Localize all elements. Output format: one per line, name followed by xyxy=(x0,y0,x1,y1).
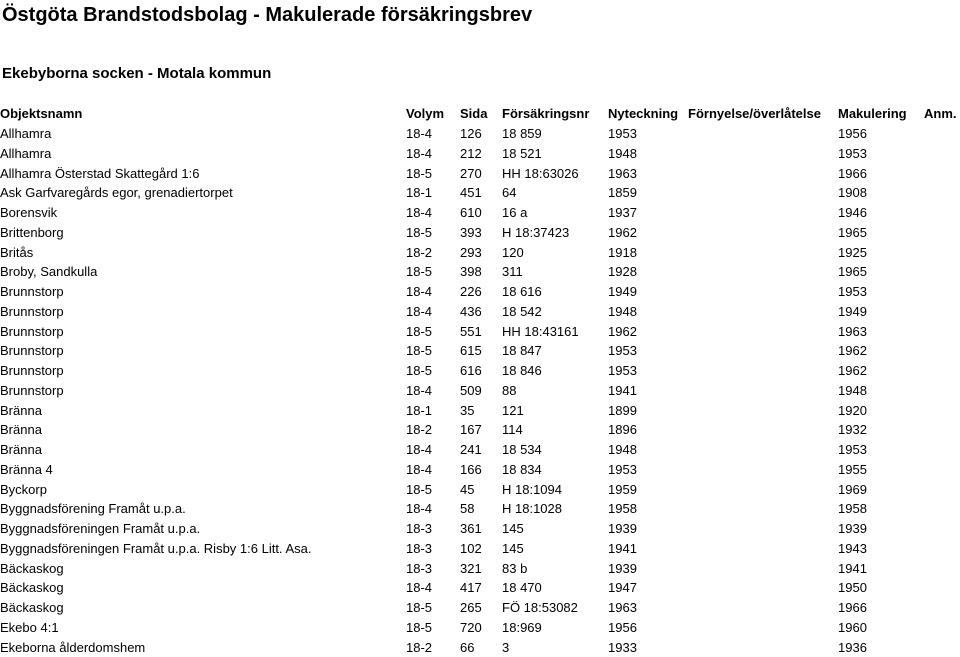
table-row xyxy=(0,578,960,598)
cell-sida: 393 xyxy=(460,223,502,243)
column-header-sida: Sida xyxy=(460,104,502,124)
cell-sida: 212 xyxy=(460,144,502,164)
cell-objektsnamn: Bränna xyxy=(0,440,406,460)
cell-forsakringsnr: 18 521 xyxy=(502,144,608,164)
records-table xyxy=(0,104,960,657)
cell-anm xyxy=(924,243,960,263)
cell-fornyelse xyxy=(688,519,838,539)
cell-fornyelse xyxy=(688,164,838,184)
cell-nyteckning: 1939 xyxy=(608,519,688,539)
cell-makulering: 1941 xyxy=(838,559,924,579)
cell-volym: 18-4 xyxy=(406,203,460,223)
cell-makulering: 1939 xyxy=(838,519,924,539)
cell-forsakringsnr: H 18:1028 xyxy=(502,499,608,519)
cell-forsakringsnr: 3 xyxy=(502,638,608,657)
cell-nyteckning: 1959 xyxy=(608,480,688,500)
cell-sida: 58 xyxy=(460,499,502,519)
cell-sida: 361 xyxy=(460,519,502,539)
records-body xyxy=(0,124,960,657)
cell-anm xyxy=(924,519,960,539)
cell-sida: 126 xyxy=(460,124,502,144)
cell-fornyelse xyxy=(688,302,838,322)
cell-fornyelse xyxy=(688,638,838,657)
cell-fornyelse xyxy=(688,183,838,203)
cell-objektsnamn: Brunnstorp xyxy=(0,302,406,322)
table-row xyxy=(0,440,960,460)
table-row xyxy=(0,282,960,302)
cell-objektsnamn: Brunnstorp xyxy=(0,341,406,361)
cell-anm xyxy=(924,539,960,559)
table-row xyxy=(0,559,960,579)
cell-forsakringsnr: 311 xyxy=(502,262,608,282)
cell-makulering: 1962 xyxy=(838,361,924,381)
cell-objektsnamn: Brunnstorp xyxy=(0,322,406,342)
cell-nyteckning: 1963 xyxy=(608,164,688,184)
cell-volym: 18-4 xyxy=(406,440,460,460)
cell-objektsnamn: Byckorp xyxy=(0,480,406,500)
cell-anm xyxy=(924,262,960,282)
cell-objektsnamn: Ekebo 4:1 xyxy=(0,618,406,638)
table-row xyxy=(0,183,960,203)
cell-fornyelse xyxy=(688,124,838,144)
cell-objektsnamn: Bränna 4 xyxy=(0,460,406,480)
column-header-nyteckning: Nyteckning xyxy=(608,104,688,124)
cell-nyteckning: 1918 xyxy=(608,243,688,263)
cell-anm xyxy=(924,480,960,500)
cell-nyteckning: 1941 xyxy=(608,539,688,559)
cell-fornyelse xyxy=(688,341,838,361)
cell-objektsnamn: Allhamra xyxy=(0,144,406,164)
cell-anm xyxy=(924,381,960,401)
cell-forsakringsnr: 18 859 xyxy=(502,124,608,144)
cell-fornyelse xyxy=(688,361,838,381)
cell-fornyelse xyxy=(688,401,838,421)
cell-nyteckning: 1937 xyxy=(608,203,688,223)
cell-anm xyxy=(924,638,960,657)
cell-forsakringsnr: 18 846 xyxy=(502,361,608,381)
cell-anm xyxy=(924,618,960,638)
cell-objektsnamn: Borensvik xyxy=(0,203,406,223)
cell-volym: 18-4 xyxy=(406,282,460,302)
cell-nyteckning: 1948 xyxy=(608,302,688,322)
cell-sida: 321 xyxy=(460,559,502,579)
cell-objektsnamn: Byggnadsföreningen Framåt u.p.a. xyxy=(0,519,406,539)
cell-sida: 509 xyxy=(460,381,502,401)
cell-objektsnamn: Bränna xyxy=(0,401,406,421)
cell-fornyelse xyxy=(688,381,838,401)
cell-sida: 166 xyxy=(460,460,502,480)
table-row xyxy=(0,341,960,361)
cell-sida: 167 xyxy=(460,420,502,440)
cell-objektsnamn: Bränna xyxy=(0,420,406,440)
cell-fornyelse xyxy=(688,440,838,460)
cell-sida: 615 xyxy=(460,341,502,361)
cell-anm xyxy=(924,440,960,460)
cell-forsakringsnr: H 18:1094 xyxy=(502,480,608,500)
cell-anm xyxy=(924,559,960,579)
cell-makulering: 1966 xyxy=(838,164,924,184)
cell-volym: 18-4 xyxy=(406,499,460,519)
cell-volym: 18-3 xyxy=(406,539,460,559)
table-row xyxy=(0,460,960,480)
cell-sida: 417 xyxy=(460,578,502,598)
cell-makulering: 1953 xyxy=(838,440,924,460)
cell-makulering: 1963 xyxy=(838,322,924,342)
table-row xyxy=(0,302,960,322)
cell-forsakringsnr: 114 xyxy=(502,420,608,440)
cell-anm xyxy=(924,598,960,618)
cell-volym: 18-5 xyxy=(406,361,460,381)
cell-volym: 18-3 xyxy=(406,519,460,539)
table-row xyxy=(0,243,960,263)
cell-volym: 18-4 xyxy=(406,144,460,164)
cell-sida: 551 xyxy=(460,322,502,342)
table-row xyxy=(0,638,960,657)
cell-sida: 102 xyxy=(460,539,502,559)
cell-makulering: 1962 xyxy=(838,341,924,361)
cell-nyteckning: 1859 xyxy=(608,183,688,203)
cell-volym: 18-4 xyxy=(406,460,460,480)
page-subtitle: Ekebyborna socken - Motala kommun xyxy=(2,64,271,84)
cell-volym: 18-3 xyxy=(406,559,460,579)
cell-fornyelse xyxy=(688,223,838,243)
cell-volym: 18-5 xyxy=(406,322,460,342)
cell-volym: 18-2 xyxy=(406,243,460,263)
cell-volym: 18-4 xyxy=(406,578,460,598)
cell-objektsnamn: Broby, Sandkulla xyxy=(0,262,406,282)
cell-makulering: 1953 xyxy=(838,144,924,164)
cell-nyteckning: 1899 xyxy=(608,401,688,421)
cell-objektsnamn: Ask Garfvaregårds egor, grenadiertorpet xyxy=(0,183,406,203)
cell-makulering: 1949 xyxy=(838,302,924,322)
table-row xyxy=(0,420,960,440)
cell-volym: 18-5 xyxy=(406,480,460,500)
cell-objektsnamn: Bäckaskog xyxy=(0,598,406,618)
cell-objektsnamn: Brunnstorp xyxy=(0,381,406,401)
cell-sida: 270 xyxy=(460,164,502,184)
cell-makulering: 1955 xyxy=(838,460,924,480)
column-header-forsakringsnr: Försäkringsnr xyxy=(502,104,608,124)
cell-volym: 18-4 xyxy=(406,124,460,144)
cell-fornyelse xyxy=(688,322,838,342)
column-header-anm: Anm. xyxy=(924,104,960,124)
cell-forsakringsnr: 18:969 xyxy=(502,618,608,638)
cell-makulering: 1936 xyxy=(838,638,924,657)
cell-forsakringsnr: HH 18:43161 xyxy=(502,322,608,342)
page-title: Östgöta Brandstodsbolag - Makulerade försäkringsbrev xyxy=(2,2,532,28)
cell-anm xyxy=(924,322,960,342)
column-header-fornyelse: Förnyelse/överlåtelse xyxy=(688,104,838,124)
column-header-volym: Volym xyxy=(406,104,460,124)
cell-makulering: 1969 xyxy=(838,480,924,500)
cell-makulering: 1965 xyxy=(838,223,924,243)
cell-makulering: 1908 xyxy=(838,183,924,203)
cell-nyteckning: 1948 xyxy=(608,440,688,460)
table-row xyxy=(0,618,960,638)
cell-anm xyxy=(924,401,960,421)
table-header-row xyxy=(0,104,960,124)
cell-sida: 451 xyxy=(460,183,502,203)
cell-anm xyxy=(924,203,960,223)
cell-sida: 66 xyxy=(460,638,502,657)
cell-nyteckning: 1962 xyxy=(608,223,688,243)
cell-forsakringsnr: 16 a xyxy=(502,203,608,223)
table-row xyxy=(0,381,960,401)
table-row xyxy=(0,539,960,559)
cell-fornyelse xyxy=(688,598,838,618)
cell-fornyelse xyxy=(688,539,838,559)
cell-volym: 18-5 xyxy=(406,262,460,282)
cell-objektsnamn: Britås xyxy=(0,243,406,263)
cell-nyteckning: 1941 xyxy=(608,381,688,401)
cell-nyteckning: 1896 xyxy=(608,420,688,440)
cell-sida: 265 xyxy=(460,598,502,618)
cell-nyteckning: 1956 xyxy=(608,618,688,638)
cell-sida: 436 xyxy=(460,302,502,322)
table-row xyxy=(0,499,960,519)
cell-sida: 226 xyxy=(460,282,502,302)
cell-forsakringsnr: 145 xyxy=(502,519,608,539)
cell-fornyelse xyxy=(688,203,838,223)
cell-objektsnamn: Bäckaskog xyxy=(0,559,406,579)
cell-forsakringsnr: 64 xyxy=(502,183,608,203)
cell-nyteckning: 1947 xyxy=(608,578,688,598)
cell-objektsnamn: Byggnadsföreningen Framåt u.p.a. Risby 1:6 Litt. Asa. xyxy=(0,539,406,559)
cell-forsakringsnr: 88 xyxy=(502,381,608,401)
cell-forsakringsnr: FÖ 18:53082 xyxy=(502,598,608,618)
cell-objektsnamn: Brunnstorp xyxy=(0,361,406,381)
cell-objektsnamn: Allhamra xyxy=(0,124,406,144)
table-row xyxy=(0,361,960,381)
cell-anm xyxy=(924,460,960,480)
cell-nyteckning: 1933 xyxy=(608,638,688,657)
cell-sida: 610 xyxy=(460,203,502,223)
cell-objektsnamn: Brittenborg xyxy=(0,223,406,243)
cell-nyteckning: 1953 xyxy=(608,361,688,381)
table-row xyxy=(0,519,960,539)
cell-makulering: 1958 xyxy=(838,499,924,519)
cell-makulering: 1932 xyxy=(838,420,924,440)
cell-anm xyxy=(924,164,960,184)
cell-makulering: 1946 xyxy=(838,203,924,223)
cell-forsakringsnr: 120 xyxy=(502,243,608,263)
cell-nyteckning: 1958 xyxy=(608,499,688,519)
cell-sida: 35 xyxy=(460,401,502,421)
table-row xyxy=(0,144,960,164)
table-row xyxy=(0,164,960,184)
cell-sida: 398 xyxy=(460,262,502,282)
cell-nyteckning: 1963 xyxy=(608,598,688,618)
cell-nyteckning: 1948 xyxy=(608,144,688,164)
table-row xyxy=(0,223,960,243)
cell-anm xyxy=(924,183,960,203)
cell-forsakringsnr: 18 470 xyxy=(502,578,608,598)
cell-fornyelse xyxy=(688,460,838,480)
cell-makulering: 1960 xyxy=(838,618,924,638)
cell-makulering: 1950 xyxy=(838,578,924,598)
cell-sida: 45 xyxy=(460,480,502,500)
cell-nyteckning: 1953 xyxy=(608,341,688,361)
cell-nyteckning: 1939 xyxy=(608,559,688,579)
cell-volym: 18-2 xyxy=(406,420,460,440)
cell-objektsnamn: Bäckaskog xyxy=(0,578,406,598)
cell-volym: 18-5 xyxy=(406,223,460,243)
cell-nyteckning: 1928 xyxy=(608,262,688,282)
cell-volym: 18-5 xyxy=(406,164,460,184)
column-header-objektsnamn: Objektsnamn xyxy=(0,104,406,124)
cell-anm xyxy=(924,341,960,361)
cell-fornyelse xyxy=(688,480,838,500)
cell-volym: 18-2 xyxy=(406,638,460,657)
cell-forsakringsnr: H 18:37423 xyxy=(502,223,608,243)
table-row xyxy=(0,203,960,223)
cell-sida: 293 xyxy=(460,243,502,263)
cell-anm xyxy=(924,361,960,381)
cell-forsakringsnr: 18 534 xyxy=(502,440,608,460)
cell-makulering: 1966 xyxy=(838,598,924,618)
cell-anm xyxy=(924,578,960,598)
cell-objektsnamn: Allhamra Österstad Skattegård 1:6 xyxy=(0,164,406,184)
cell-fornyelse xyxy=(688,559,838,579)
table-row xyxy=(0,480,960,500)
cell-forsakringsnr: 18 834 xyxy=(502,460,608,480)
cell-fornyelse xyxy=(688,618,838,638)
cell-makulering: 1920 xyxy=(838,401,924,421)
cell-fornyelse xyxy=(688,144,838,164)
cell-forsakringsnr: HH 18:63026 xyxy=(502,164,608,184)
table-row xyxy=(0,401,960,421)
cell-anm xyxy=(924,144,960,164)
cell-makulering: 1965 xyxy=(838,262,924,282)
cell-nyteckning: 1953 xyxy=(608,124,688,144)
cell-forsakringsnr: 18 616 xyxy=(502,282,608,302)
cell-volym: 18-5 xyxy=(406,341,460,361)
cell-volym: 18-5 xyxy=(406,618,460,638)
cell-objektsnamn: Byggnadsförening Framåt u.p.a. xyxy=(0,499,406,519)
cell-sida: 241 xyxy=(460,440,502,460)
column-header-makulering: Makulering xyxy=(838,104,924,124)
cell-volym: 18-4 xyxy=(406,381,460,401)
cell-sida: 720 xyxy=(460,618,502,638)
cell-makulering: 1953 xyxy=(838,282,924,302)
cell-makulering: 1948 xyxy=(838,381,924,401)
cell-anm xyxy=(924,420,960,440)
cell-nyteckning: 1953 xyxy=(608,460,688,480)
cell-fornyelse xyxy=(688,243,838,263)
table-row xyxy=(0,262,960,282)
table-row xyxy=(0,124,960,144)
cell-fornyelse xyxy=(688,499,838,519)
cell-anm xyxy=(924,302,960,322)
cell-volym: 18-5 xyxy=(406,598,460,618)
cell-fornyelse xyxy=(688,420,838,440)
cell-forsakringsnr: 18 542 xyxy=(502,302,608,322)
cell-forsakringsnr: 145 xyxy=(502,539,608,559)
cell-objektsnamn: Brunnstorp xyxy=(0,282,406,302)
cell-volym: 18-4 xyxy=(406,302,460,322)
cell-anm xyxy=(924,124,960,144)
table-row xyxy=(0,598,960,618)
cell-forsakringsnr: 121 xyxy=(502,401,608,421)
cell-anm xyxy=(924,499,960,519)
cell-anm xyxy=(924,223,960,243)
cell-forsakringsnr: 83 b xyxy=(502,559,608,579)
cell-nyteckning: 1949 xyxy=(608,282,688,302)
cell-volym: 18-1 xyxy=(406,183,460,203)
cell-sida: 616 xyxy=(460,361,502,381)
cell-makulering: 1925 xyxy=(838,243,924,263)
cell-objektsnamn: Ekeborna ålderdomshem xyxy=(0,638,406,657)
cell-makulering: 1956 xyxy=(838,124,924,144)
cell-makulering: 1943 xyxy=(838,539,924,559)
table-row xyxy=(0,322,960,342)
cell-volym: 18-1 xyxy=(406,401,460,421)
cell-nyteckning: 1962 xyxy=(608,322,688,342)
cell-fornyelse xyxy=(688,262,838,282)
cell-anm xyxy=(924,282,960,302)
cell-fornyelse xyxy=(688,282,838,302)
cell-forsakringsnr: 18 847 xyxy=(502,341,608,361)
cell-fornyelse xyxy=(688,578,838,598)
